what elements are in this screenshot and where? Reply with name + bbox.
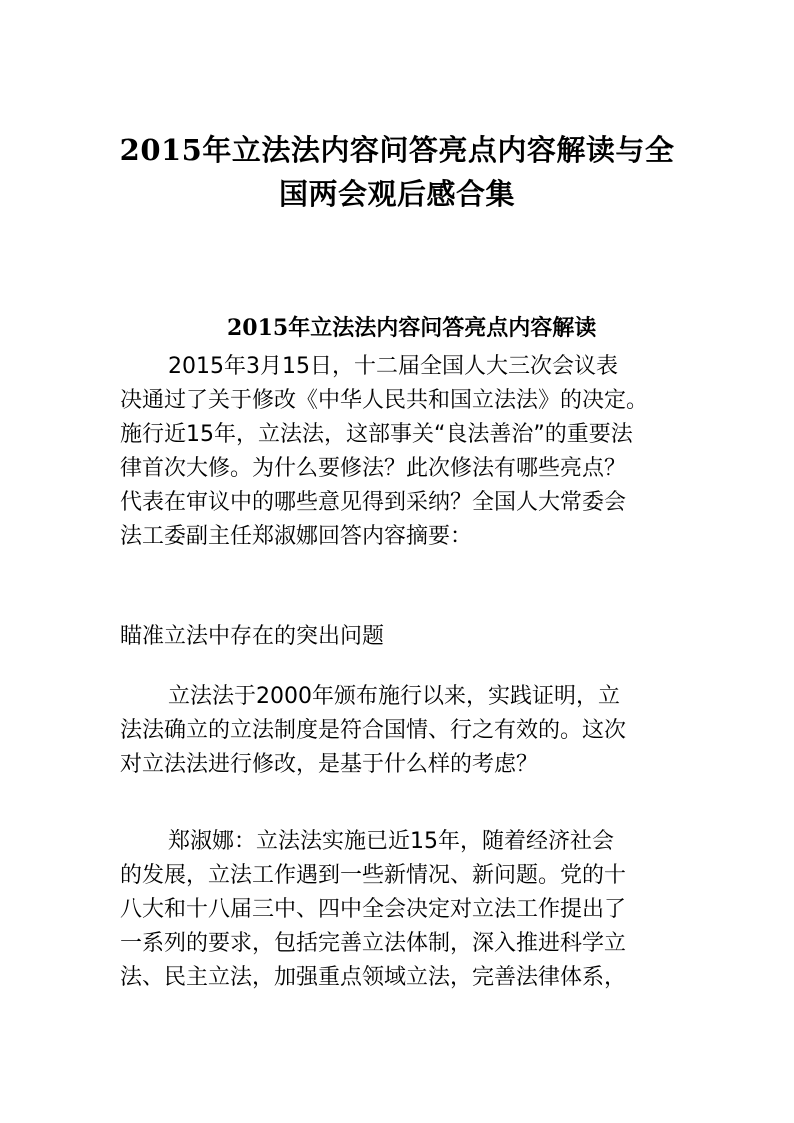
- paragraph-line: 法法确立的立法制度是符合国情、行之有效的。这次: [120, 718, 627, 743]
- paragraph-line: 的发展，立法工作遇到一些新情况、新问题。党的十: [120, 863, 627, 888]
- paragraph-line: 2015年3月15日，十二届全国人大三次会议表: [168, 354, 618, 379]
- paragraph-intro: [120, 350, 648, 554]
- paragraph-line: 施行近15年，立法法，这部事关“良法善治”的重要法: [120, 422, 633, 447]
- paragraph-line: 决通过了关于修改《中华人民共和国立法法》的决定。: [120, 388, 649, 413]
- paragraph-line: 法工委副主任郑淑娜回答内容摘要：: [120, 524, 473, 549]
- subheading: 瞄准立法中存在的突出问题: [120, 624, 385, 649]
- section-title: 2015年立法法内容问答亮点内容解读: [227, 315, 597, 341]
- paragraph-line: 立法法于2000年颁布施行以来，实践证明，立: [168, 684, 620, 709]
- paragraph-question: [120, 680, 626, 782]
- paragraph-line: 代表在审议中的哪些意见得到采纳？全国人大常委会: [120, 490, 627, 515]
- paragraph-line: 对立法法进行修改，是基于什么样的考虑？: [120, 752, 539, 777]
- paragraph-answer: [120, 825, 626, 995]
- document-title-line-2: 国两会观后感合集: [278, 177, 515, 211]
- paragraph-line: 法、民主立法，加强重点领域立法，完善法律体系，: [120, 965, 627, 990]
- paragraph-line: 律首次大修。为什么要修法？此次修法有哪些亮点？: [120, 456, 627, 481]
- paragraph-line: 一系列的要求，包括完善立法体制，深入推进科学立: [120, 931, 627, 956]
- paragraph-line: 八大和十八届三中、四中全会决定对立法工作提出了: [120, 897, 627, 922]
- document-title-line-1: 2015年立法法内容问答亮点内容解读与全: [119, 133, 675, 167]
- document-title: [100, 128, 694, 216]
- paragraph-line: 郑淑娜：立法法实施已近15年，随着经济社会: [168, 829, 614, 854]
